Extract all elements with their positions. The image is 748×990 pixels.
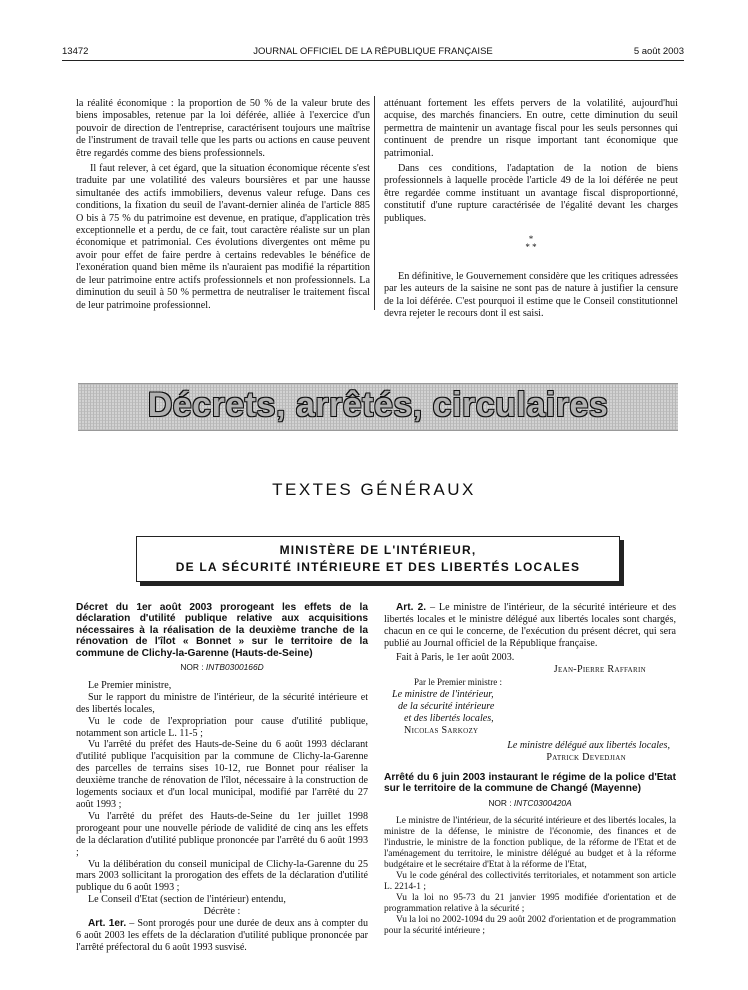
minister-title-2: de la sécurité intérieure bbox=[398, 701, 495, 713]
done-at: Fait à Paris, le 1er août 2003. bbox=[396, 651, 515, 663]
ministry-line-1: MINISTÈRE DE L'INTÉRIEUR, bbox=[279, 543, 477, 557]
decrete-label: Décrète : bbox=[203, 906, 241, 918]
paragraph: Vu le code de l'expropriation pour cause d'utilité publique, notamment son article L. 11-5 ; bbox=[76, 715, 368, 739]
paragraph: atténuant fortement les effets pervers de la volatilité, aujourd'hui acquise, des marchés financiers. En outre, cette diminution du seuil permettra de maintenir un avantage fiscal pour les seuls personnes qui continuent de prendre un risque important tant économique que patrimonial. bbox=[384, 98, 678, 159]
section-stars: * * * bbox=[525, 234, 537, 253]
section-banner bbox=[78, 383, 678, 431]
paragraph: En définitive, le Gouvernement considère que les critiques adressées par les auteurs de la saisine ne sont pas de nature à justifier la censure de la loi déférée. C'est pourquoi il estime que le Conseil constitutionnel devra rejeter le recours dont il est saisi. bbox=[384, 271, 678, 320]
article-1-label: Art. 1er. bbox=[88, 918, 127, 930]
paragraph: la réalité économique : la proportion de 50 % de la valeur brute des biens imposables, retenue par la loi déférée, alliée à l'exercice d'un pouvoir de direction de l'entreprise, caractérisent toujours une maîtrise de l'instrument de travail telle que les parts ou actions en cause peuvent être regardés comme des biens professionnels. bbox=[76, 98, 370, 159]
nor-reference bbox=[76, 662, 368, 674]
top-right-column bbox=[384, 98, 678, 324]
column-divider bbox=[374, 96, 375, 310]
section-title: TEXTES GÉNÉRAUX bbox=[272, 480, 476, 499]
nor-label: NOR : bbox=[180, 662, 204, 673]
ministry-heading bbox=[136, 536, 620, 582]
paragraph: Le ministre de l'intérieur, de la sécurité intérieure et des libertés locales, la ministre de la défense, le ministre de l'économie, des finances et de l'industrie, le ministre de la fonction publique, de la réforme de l'Etat et de l'aménagement du territoire, le ministre délégué au budget et à la réforme budgétaire et le secrétaire d'Etat à la réforme de l'Etat, bbox=[384, 815, 676, 870]
paragraph: Vu l'arrêté du préfet des Hauts-de-Seine du 6 août 1993 déclarant d'utilité publique l'acquisition par la commune de Clichy-la-Garenne des parcelles de terrains sises 10-12, rue Bonnet pour réaliser la deuxième tranche de rénovation de l'îlot, nécessaire à la construction de logements sociaux et d'un local municipal, modifié par l'arrêté du 27 août 1993 ; bbox=[76, 739, 368, 810]
paragraph: Vu la délibération du conseil municipal de Clichy-la-Garenne du 25 mars 2003 sollicitant la prorogation des effets de la déclaration d'utilité publique du 6 août 1993 ; bbox=[76, 858, 368, 894]
minister-title-1: Le ministre de l'intérieur, bbox=[392, 689, 494, 701]
top-left-column bbox=[76, 98, 370, 315]
signatory-pm: Jean-Pierre Raffarin bbox=[553, 663, 646, 675]
article-2-text: – Le ministre de l'intérieur, de la sécurité intérieure et des libertés locales et le ministre délégué aux libertés locales sont chargés, chacun en ce qui le concerne, de l'exécution du présent décret, qui sera publié au Journal officiel de la République française. bbox=[384, 602, 676, 649]
delegate-title: Le ministre délégué aux libertés locales, bbox=[507, 739, 670, 751]
header-rule bbox=[62, 60, 684, 61]
paragraph: Le Conseil d'Etat (section de l'intérieur) entendu, bbox=[88, 894, 286, 906]
nor-reference bbox=[384, 798, 676, 810]
paragraph: Vu la loi no 2002-1094 du 29 août 2002 d'orientation et de programmation pour la sécurité intérieure ; bbox=[384, 914, 676, 936]
paragraph: Vu la loi no 95-73 du 21 janvier 1995 modifiée d'orientation et de programmation relative à la sécurité ; bbox=[384, 892, 676, 914]
decree-column bbox=[76, 602, 368, 954]
paragraph: Vu l'arrêté du préfet des Hauts-de-Seine du 1er juillet 1998 prorogeant pour une nouvelle période de validité de cinq ans les effets de la déclaration d'utilité publique prononcée par l'arrêté du 6 août 1993 ; bbox=[76, 810, 368, 858]
by-pm: Par le Premier ministre : bbox=[414, 677, 502, 688]
nor-label: NOR : bbox=[488, 797, 512, 808]
right-column bbox=[384, 602, 676, 937]
minister-name: Nicolas Sarkozy bbox=[404, 725, 479, 737]
box-shadow bbox=[620, 540, 624, 586]
nor-code: INTB0300166D bbox=[205, 662, 264, 673]
box-shadow bbox=[140, 582, 624, 586]
article-1-text: – Sont prorogés pour une durée de deux ans à compter du 6 août 2003 les effets de la déclaration d'utilité publique prononcée par l'arrêté préfectoral du 6 août 1993 susvisé. bbox=[76, 918, 368, 953]
issue-date: 5 août 2003 bbox=[633, 46, 684, 57]
banner-title: Décrets, arrêtés, circulaires bbox=[147, 386, 609, 424]
page-number: 13472 bbox=[62, 46, 89, 57]
paragraph: Le Premier ministre, bbox=[88, 679, 172, 691]
journal-title: JOURNAL OFFICIEL DE LA RÉPUBLIQUE FRANÇAISE bbox=[253, 46, 493, 57]
arrete-title: Arrêté du 6 juin 2003 instaurant le régime de la police d'Etat sur le territoire de la commune de Changé (Mayenne) bbox=[384, 771, 676, 795]
paragraph: Sur le rapport du ministre de l'intérieur, de la sécurité intérieure et des libertés locales, bbox=[76, 691, 368, 715]
article-1 bbox=[76, 918, 368, 954]
minister-title-3: et des libertés locales, bbox=[404, 713, 494, 725]
ministry-line-2: DE LA SÉCURITÉ INTÉRIEURE ET DES LIBERTÉS LOCALES bbox=[175, 560, 581, 574]
article-2-label: Art. 2. bbox=[396, 602, 427, 613]
paragraph: Vu le code général des collectivités territoriales, et notamment son article L. 2214-1 ; bbox=[384, 870, 676, 892]
paragraph: Dans ces conditions, l'adaptation de la notion de biens professionnels à laquelle procède l'article 49 de la loi déférée ne peut être regardée comme instituant un avantage fiscal disproportionné, constitutif d'une rupture caractérisée de l'égalité devant les charges publiques. bbox=[384, 163, 678, 224]
decree-title: Décret du 1er août 2003 prorogeant les effets de la déclaration d'utilité publique relative aux acquisitions nécessaires à la réalisation de la deuxième tranche de la rénovation de l'îlot « Bonnet » sur le territoire de la commune de Clichy-la-Garenne (Hauts-de-Seine) bbox=[76, 602, 368, 659]
paragraph: Il faut relever, à cet égard, que la situation économique récente s'est traduite par une volatilité des valeurs boursières et par une hausse simultanée des actifs immobiliers, devenus valeur refuge. Dans ces conditions, la fixation du seuil de l'avant-dernier alinéa de l'article 885 O bis à 75 % du patrimoine est devenue, en pratique, d'application très exceptionnelle et a perdu, de ce fait, tout caractère réaliste sur un plan économique et patrimonial. Ces évolutions divergentes ont même pu avoir pour effet de faire perdre à certains redevables le bénéfice de l'exonération quand bien même ils n'auraient pas modifié la répartition de leur patrimoine entre actifs professionnels et non professionnels. La diminution du seuil à 50 % permettra de neutraliser le traitement fiscal de leur patrimoine professionnel. bbox=[76, 163, 370, 311]
article-2 bbox=[384, 602, 676, 650]
delegate-name: Patrick Devedjian bbox=[546, 751, 626, 763]
nor-code: INTC0300420A bbox=[513, 797, 572, 808]
